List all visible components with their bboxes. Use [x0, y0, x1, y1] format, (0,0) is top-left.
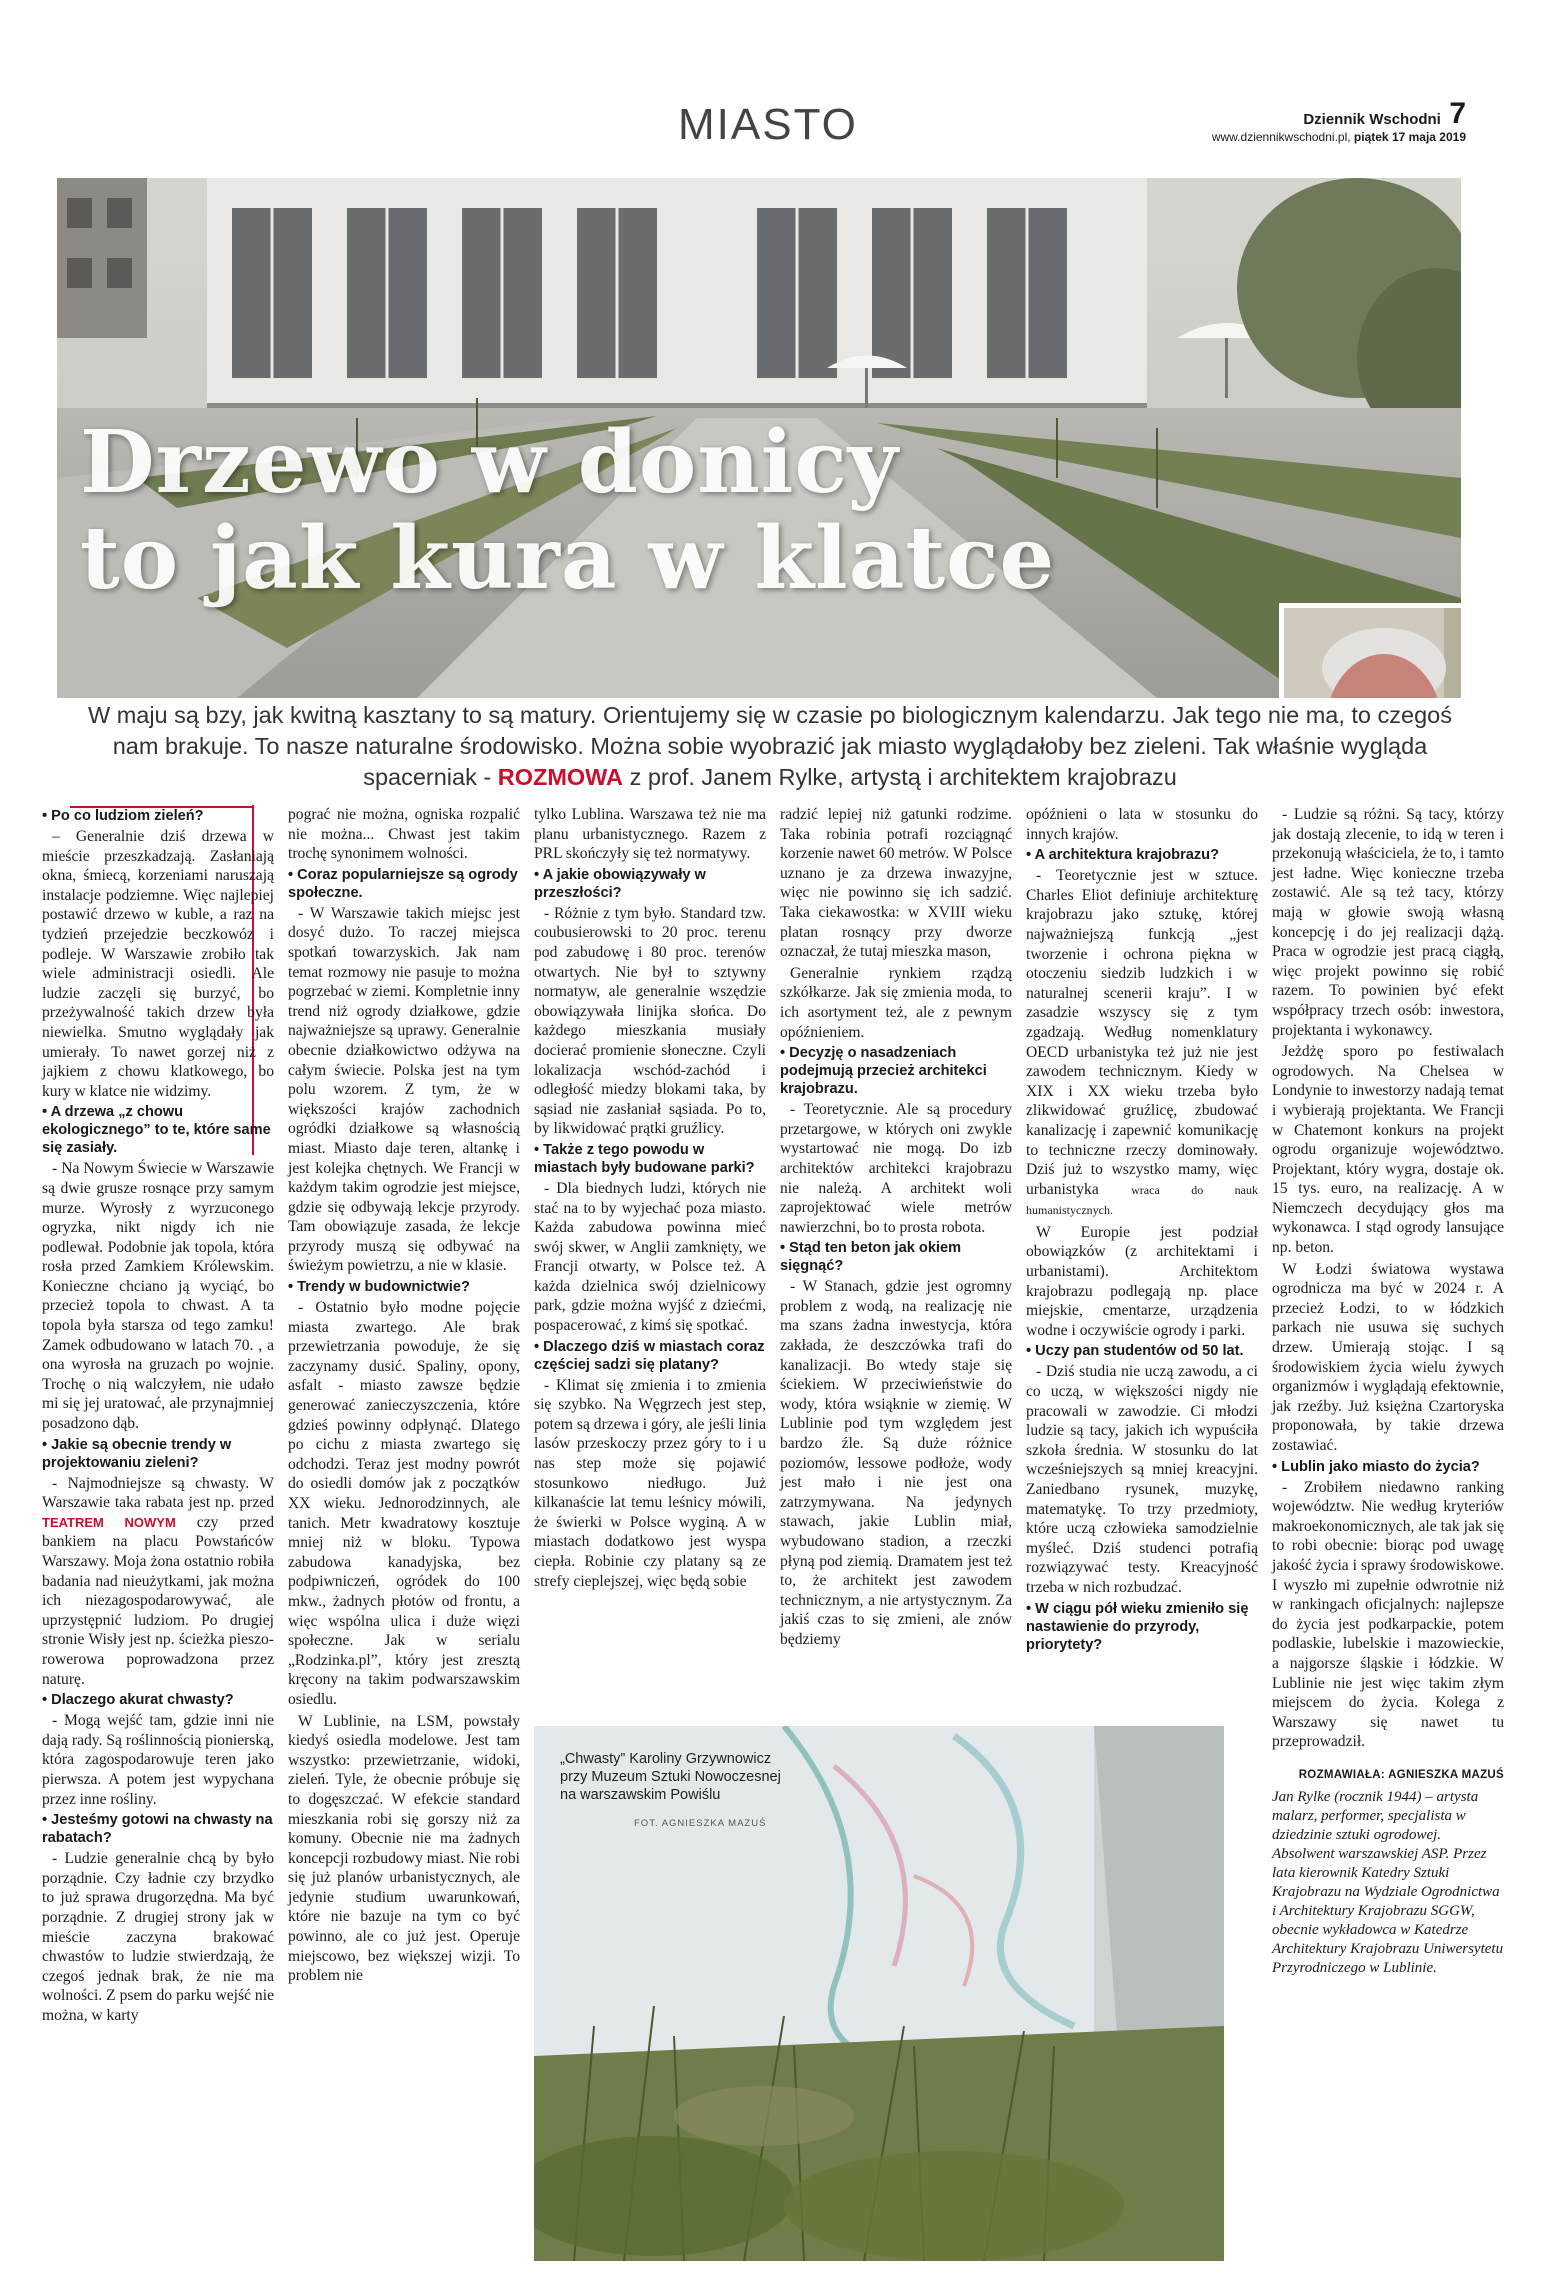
page-header: Dziennik Wschodni 7 www.dziennikwschodni.pl, piątek 17 maja 2019 — [1211, 97, 1466, 144]
question: • Uczy pan studentów od 50 lat. — [1026, 1343, 1244, 1360]
answer: - Różnie z tym było. Standard tzw. coubusierowski to 20 proc. terenu pod zabudowę i 80 proc. terenów otwartych. Nie był to sztywny normatyw, ale generalnie wszędzie obowiązywała linijka słońca. Do każdego mieszkania musiały docierać promienie słoneczne. Czyli lokalizacja wschód-zachód i odległość miedzy blokami taka, by sąsiad nie zasłaniał sąsiada. Po to, by likwidować prątki gruźlicy. — [534, 904, 766, 1138]
page-number: 7 — [1449, 97, 1466, 130]
byline: ROZMAWIAŁA: AGNIESZKA MAZUŚ — [1298, 1768, 1504, 1781]
question: • Coraz popularniejsze są ogrody społeczne. — [288, 866, 518, 901]
column-2 — [288, 805, 520, 1988]
answer: Jeżdżę sporo po festiwalach ogrodowych. Na Chelsea w Londynie to inwestorzy nadają temat i wybierają projektanta. We Francji w Chatemont konkurs na projekt ogrodu organizuje województwo. Projektant, który wygra, dostaje ok. 15 tys. euro, na realizację. A w Niemczech decydujący głos ma wykonawca. I stąd ogrody lansujące np. beton. — [1272, 1043, 1504, 1257]
question: • Dlaczego akurat chwasty? — [42, 1692, 234, 1709]
section-title: MIASTO — [678, 100, 858, 149]
author-bio: Jan Rylke (rocznik 1944) – artysta malarz, performer, specjalista w dziedzinie sztuki ogrodowej. Absolwent warszawskiej ASP. Przez lata kierownik Katedry Sztuki Krajobrazu na Wydziale Ogrodnictwa i Architektury Krajobrazu SGGW, obecnie wykładowca w Katedrze Architektury Krajobrazu Uniwersytetu Przyrodniczego w Lublinie. — [1272, 1788, 1504, 1976]
lead-text: W maju są bzy, jak kwitną kasztany to są matury. Orientujemy się w czasie po biologicznym kalendarzu. Jak tego nie ma, to czegoś nam brakuje. To nasze naturalne środowisko. Można sobie wyobrazić jak miasto wyglądałoby bez zieleni. Tak właśnie wygląda spacerniak - — [87, 702, 1452, 790]
answer: - Dla biednych ludzi, których nie stać na to by wyjechać poza miasto. Każda zabudowa powinna mieć swój skwer, w Anglii zamknięty, we Francji otwarty, w Polsce też. A każda dzielnica swój dzielnicowy park, gdzie można wyjść z dziećmi, pospacerować, z kimś się spotkać. — [534, 1179, 766, 1335]
inline-photo-illustration — [534, 1726, 1224, 2261]
question: • W ciągu pół wieku zmieniło się nastawienie do przyrody, priorytety? — [1026, 1600, 1249, 1653]
answer: - Ludzie generalnie chcą by było porządnie. Czy ładnie czy brzydko to już sprawa drugorzędna. Ma być porządnie. Z drugiej strony jak w mieście zaczyna brakować chwastów to ludzie stwierdzają, że czegoś jednak brak, że nie ma wolności. Z psem do parku wejść nie można, w karty — [42, 1850, 274, 2024]
answer: - Zrobiłem niedawno ranking województw. Nie według kryteriów makroekonomicznych, ale tak jak się to robi obecnie: biorąc pod uwagę jakość życia i sprawy środowiskowe. I wyszło mi zupełnie odwrotnie niż w rankingach oficjalnych: najlepsze do życia jest podkarpackie, potem podlaskie, lubelskie i mazowieckie, a najgorsze śląskie i łódzkie. W Lublinie nie jest więc takim złym miejscem do życia. Kolega z Warszawy się nawet tu przeprowadził. — [1272, 1478, 1504, 1751]
answer: - Dziś studia nie uczą zawodu, a ci co uczą, w większości nigdy nie pracowali w zawodzie. Ci młodzi ludzie są tacy, jakich ich wypuściła szkoła średnia. W stosunku do lat wcześniejszych są mniej kreacyjni. Zaniedbano rysunek, muzykę, matematykę. To trzy przedmioty, które uczą człowieka samodzielnie myśleć. Dziś studenci potrafią rozwiązywać testy. Kreacyjność trzeba w nich rozbudzać. — [1026, 1363, 1258, 1596]
answer: radzić lepiej niż gatunki rodzime. Taka robinia potrafi rozciągnąć korzenie nawet 60 metrów. W Polsce uznano je za drzewa inwazyjne, więc nie powinno się ich sadzić. Taka ciekawostka: w XVIII wieku platan rosnący przy dworze oznaczał, że tutaj mieszka mason, — [780, 806, 1012, 961]
answer-text: - Teoretycznie jest w sztuce. Charles Eliot definiuje architekturę krajobrazu jako sztukę, której najważniejszą funkcją „jest tworzenie i ochrona piękna w otoczeniu siedzib ludzkich i w naturalnej scenerii kraju”. I w zasadzie wszyscy się z tym zgadzają. Według nomenklatury OECD urbanistyka też już nie jest zawodem technicznym. Kiedy w XIX i XX wieku trzeba było zlikwidować gruźlicę, zbudować kanalizację i zapewnić komunikację to techniczne rzeczy dominowały. Dziś już to wszystko mamy, więc urbanistyka — [1026, 867, 1258, 1198]
column-3 — [534, 805, 766, 1593]
answer: - Na Nowym Świecie w Warszawie są dwie grusze rosnące przy samym murze. Wyrosły z wyrzuconego ogryzka, nikt nigdy ich nie podlewał. Podobnie jak topola, która rosła przed Zamkiem Królewskim. Konieczne chciano ją wyciąć, bo przecież topola to chwast. A ta topola była starsza od tego zamku! Zamek odbudowano w latach 70. , a ona wyrosła na gruzach po wojnie. Trochę o nią walczyłem, nie udało mi się jej uratować, ale przynajmniej posadzono dąb. — [42, 1160, 274, 1433]
question: • A architektura krajobrazu? — [1026, 847, 1219, 864]
lead-text-end: z prof. Janem Rylke, artystą i architektem krajobrazu — [629, 764, 1177, 790]
inline-photo — [534, 1726, 1224, 2261]
answer: pograć nie można, ogniska rozpalić nie można... Chwast jest takim trochę synonimem wolności. — [288, 806, 520, 863]
photo-caption: „Chwasty” Karoliny Grzywnowicz przy Muzeum Sztuki Nowoczesnej na warszawskim Powiślu — [560, 1751, 781, 1803]
answer: tylko Lublina. Warszawa też nie ma planu urbanistycznego. Razem z PRL skończyły się też normatywy. — [534, 806, 766, 863]
headline-line-2: to jak kura w klatce — [80, 508, 1056, 609]
lead-paragraph — [70, 700, 1470, 793]
portrait-photo — [1279, 603, 1461, 698]
answer: - Teoretycznie. Ale są procedury przetargowe, w których oni zwykle wystartować nie mogą. Do izb architektów architekci krajobrazu nie należą. A architekt woli zaprojektować wiele metrów nawierzchni, bo to prosta robota. — [780, 1101, 1012, 1236]
column-6 — [1272, 805, 1504, 1980]
question: • Lublin jako miasto do życia? — [1272, 1458, 1480, 1475]
question: • Po co ludziom zieleń? — [42, 808, 204, 824]
question: • Stąd ten beton jak okiem sięgnąć? — [780, 1240, 962, 1275]
column-5 — [1026, 805, 1258, 1656]
portrait-illustration — [1284, 608, 1461, 698]
question: • A drzewa „z chowu ekologicznego” to te, które same się zasiały. — [42, 1104, 271, 1157]
answer — [1026, 866, 1258, 1221]
question: • Dlaczego dziś w miastach coraz częściej sadzi się platany? — [534, 1338, 765, 1373]
answer: - W Warszawie takich miejsc jest dosyć dużo. To raczej miejsca spotkań towarzyskich. Jak nam temat rozmowy nie pasuje to można pogrzebać w ziemi. Kompletnie inny trend niż ogrody działkowe, gdzie najważniejsze są uprawy. Generalnie obecnie działkowictwo odżywa na całym świecie. Polska jest na tym polu wzorem. Z tym, że w większości krajów zachodnich ogródki działkowe są własnością miast. Miasto daje teren, altankę i jest kolejka chętnych. We Francji w każdym takim ogrodzie jest miejsce, gdzie się odbywają lekcje przyrody. Tam obowiązuje zasada, że lekcje przyrody muszą się odbywać na świeżym powietrzu, a nie w klasie. — [288, 904, 520, 1275]
answer: - Ludzie są różni. Są tacy, którzy jak dostają zlecenie, to idą w teren i przekonują właściciela, że to, i tamto jest ładne. Więc konieczne trzeba zostawić. Ale są też tacy, którzy mają w głowie swoją własną koncepcję i do jej realizacji dążą. Praca w ogrodzie jest pracą ciągłą, więc projekt powinno się robić razem. To powinien być efekt współpracy trzech osób: inwestora, projektanta i wykonawcy. — [1272, 806, 1504, 1039]
headline-line-1: Drzewo w donicy — [80, 412, 899, 513]
answer: W Łodzi światowa wystawa ogrodnicza ma być w 2024 r. A przecież Łodzi, to w łódzkich parkach nie usuwa się suchych drzew. Umierają stojąc. I są środowiskiem życia wielu żywych organizmów i wyglądają efektownie, jak rzeźby. Już księżna Czartoryska proponowała, by takie drzewa zostawiać. — [1272, 1260, 1504, 1454]
answer: - Klimat się zmienia i to zmienia się szybko. Na Węgrzech jest step, potem są drzewa i góry, ale jeśli linia lasów przeskoczy przez góry to i u nas step może się pojawić stosunkowo niedługo. Już kilkanaście lat temu leśnicy mówili, że świerki w Polsce wyginą. A w miastach dodatkowo jest wyspa ciepła. Robinie czy platany są ze strefy cieplejszej, więc będą sobie — [534, 1376, 766, 1590]
answer: Generalnie rynkiem rządzą szkółkarze. Jak się zmienia moda, to ich asortyment też, ale z pewnym opóźnieniem. — [780, 964, 1012, 1041]
theatre-highlight: TEATREM NOWYM — [42, 1514, 176, 1530]
answer: opóźnieni o lata w stosunku do innych krajów. — [1026, 806, 1258, 843]
answer-text: czy przed bankiem na placu Powstańców Warszawy. Moja żona ostatnio robiła badania nad nieużytkami, jak można ich niezagospodarowywać, ale uprzystępnić ludziom. Po drugiej stronie Wisły jest np. ścieżka pieszo-rowerowa poprowadzona przez naturę. — [42, 1513, 275, 1688]
website: www.dziennikwschodni.pl — [1211, 130, 1348, 144]
question: • Decyzję o nasadzeniach podejmują przecież architekci krajobrazu. — [780, 1045, 987, 1098]
answer: - Ostatnio było modne pojęcie miasta zwartego. Ale brak przewietrzania powoduje, że się zaczynamy dusić. Spaliny, opony, asfalt - miasto zawsze będzie generować zanieczyszczenia, które gdzieś powinny odpłynąć. Dlatego po cichu z miasta zwartego się odchodzi. Teraz jest modny powrót do osiedli domów jak z początków XX wieku. Jednorodzinnych, ale tanich. Metr kwadratowy kosztuje mniej niż w bloku. Typowa zabudowa kanadyjska, bez podpiwniczeń, ogródek do 100 mkw., żadnych płotów od frontu, a więc wspólna ulica i duże więzi społeczne. Jak w serialu „Rodzinka.pl”, który jest zresztą kręcony na takim podwarszawskim osiedlu. — [288, 1299, 520, 1708]
answer-text-small: wraca do nauk humanistycznych. — [1026, 1182, 1258, 1218]
answer — [42, 1474, 274, 1690]
question: • Jesteśmy gotowi na chwasty na rabatach? — [42, 1812, 273, 1847]
column-4 — [780, 805, 1012, 1652]
answer-text: - Najmodniejsze są chwasty. W Warszawie taka rabata jest np. przed — [42, 1474, 274, 1512]
answer: W Europie jest podział obowiązków (z architektami i urbanistami). Architektom krajobrazu podlegają np. place miejskie, cmentarze, urządzenia wodne i oczywiście ogrody i parki. — [1026, 1223, 1258, 1339]
column-1 — [42, 805, 274, 2027]
question: • Jakie są obecnie trendy w projektowaniu zieleni? — [42, 1436, 232, 1471]
answer: - Mogą wejść tam, gdzie inni nie dają rady. Są roślinnością pionierską, która zagospodarowuje teren jako pierwsza. A potem jest wypychana przez inne rośliny. — [42, 1712, 274, 1808]
hero-photo — [57, 178, 1461, 698]
paper-name: Dziennik Wschodni — [1303, 111, 1441, 128]
rozmowa-label: ROZMOWA — [497, 764, 624, 790]
question: • A jakie obowiązywały w przeszłości? — [534, 866, 706, 901]
headline — [80, 412, 1056, 609]
answer: - W Stanach, gdzie jest ogromny problem z wodą, na realizację nie ma szans żadna inwestycja, która zakłada, że deszczówka trafi do kanalizacji. Bo wtedy staje się ściekiem. W przeciwieństwie do wody, która wsiąknie w ziemię. W Lublinie pod tym względem jest bardzo źle. Są duże różnice poziomów, lessowe podłoże, wody jest mało i nie jest ona zatrzymywana. Na jedynych stawach, jakie Lublin miał, wybudowano stadion, a rzeczki płyną pod ziemią. Dramatem jest też to, że architekt jest zawodem technicznym, a nie artystycznym. Za jakiś czas to się zmieni, ale znów będziemy — [780, 1278, 1012, 1648]
issue-date: piątek 17 maja 2019 — [1353, 130, 1466, 144]
answer: – Generalnie dziś drzewa w mieście przeszkadzają. Zasłaniają okna, śmiecą, korzeniami naruszają instalacje podziemne. Więc najlepiej postawić drzewo w kuble, a raz na tydzień przejedzie beczkowóz i podleje. W Warszawie zrobiło tak wiele administracji osiedli. Ale ludzie zaczęli się burzyć, bo przeżywalność takich drzew była niewielka. Smutno wyglądały jak umierały. To nawet gorzej niż z jajkiem z chowu klatkowego, bo kury w klatce nie widzimy. — [42, 828, 274, 1100]
answer: W Lublinie, na LSM, powstały kiedyś osiedla modelowe. Jest tam wszystko: przewietrzanie, widoki, zieleń. Tyle, że obecnie próbuje się to dogęszczać. W efekcie standard mieszkania robi się gorszy niż za komuny. Obecnie nie ma żadnych koncepcji rozbudowy miast. Nie robi się już planów urbanistycznych, ale jedynie studium uwarunkowań, które nie bazuje na tym co być powinno, ale co już jest. Operuje miejscowo, bez większej wizji. To problem nie — [288, 1712, 520, 1985]
photo-credit: FOT. AGNIESZKA MAZUŚ — [634, 1818, 767, 1829]
question: • Także z tego powodu w miastach były budowane parki? — [534, 1141, 755, 1176]
question: • Trendy w budownictwie? — [288, 1279, 470, 1296]
